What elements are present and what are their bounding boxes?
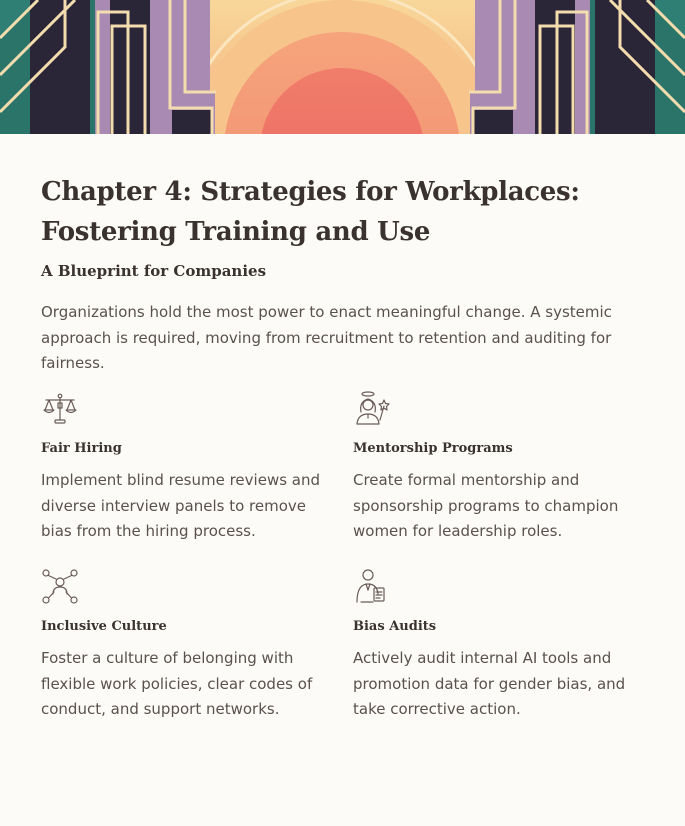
chapter-title: Chapter 4: Strategies for Workplaces: Fostering Training and Use xyxy=(41,177,580,247)
card-title: Bias Audits xyxy=(353,619,437,634)
card-title: Inclusive Culture xyxy=(41,619,167,634)
chapter-content xyxy=(41,172,651,718)
auditor-icon xyxy=(353,568,391,606)
card-text: Actively audit internal AI tools and promotion data for gender bias, and take corrective action. xyxy=(353,649,626,718)
card-title: Mentorship Programs xyxy=(353,441,513,456)
header-banner xyxy=(0,0,685,134)
card-text: Foster a culture of belonging with flexible work policies, clear codes of conduct, and support networks. xyxy=(41,649,313,718)
card-inclusive-culture xyxy=(41,568,341,718)
chapter-subtitle: A Blueprint for Companies xyxy=(41,262,267,280)
scales-icon xyxy=(41,390,79,428)
card-text: Create formal mentorship and sponsorship programs to champion women for leadership roles. xyxy=(353,471,619,540)
card-bias-audits xyxy=(353,568,653,718)
card-mentorship xyxy=(353,390,653,540)
mentor-icon xyxy=(353,390,391,428)
card-text: Implement blind resume reviews and diverse interview panels to remove bias from the hiring process. xyxy=(41,471,321,540)
art-deco-sunrise-illustration xyxy=(0,0,685,134)
network-icon xyxy=(41,568,79,606)
card-title: Fair Hiring xyxy=(41,441,122,456)
chapter-intro: Organizations hold the most power to enact meaningful change. A systemic approach is required, moving from recruitment to retention and auditing for fairness. xyxy=(41,303,612,372)
card-fair-hiring xyxy=(41,390,341,540)
